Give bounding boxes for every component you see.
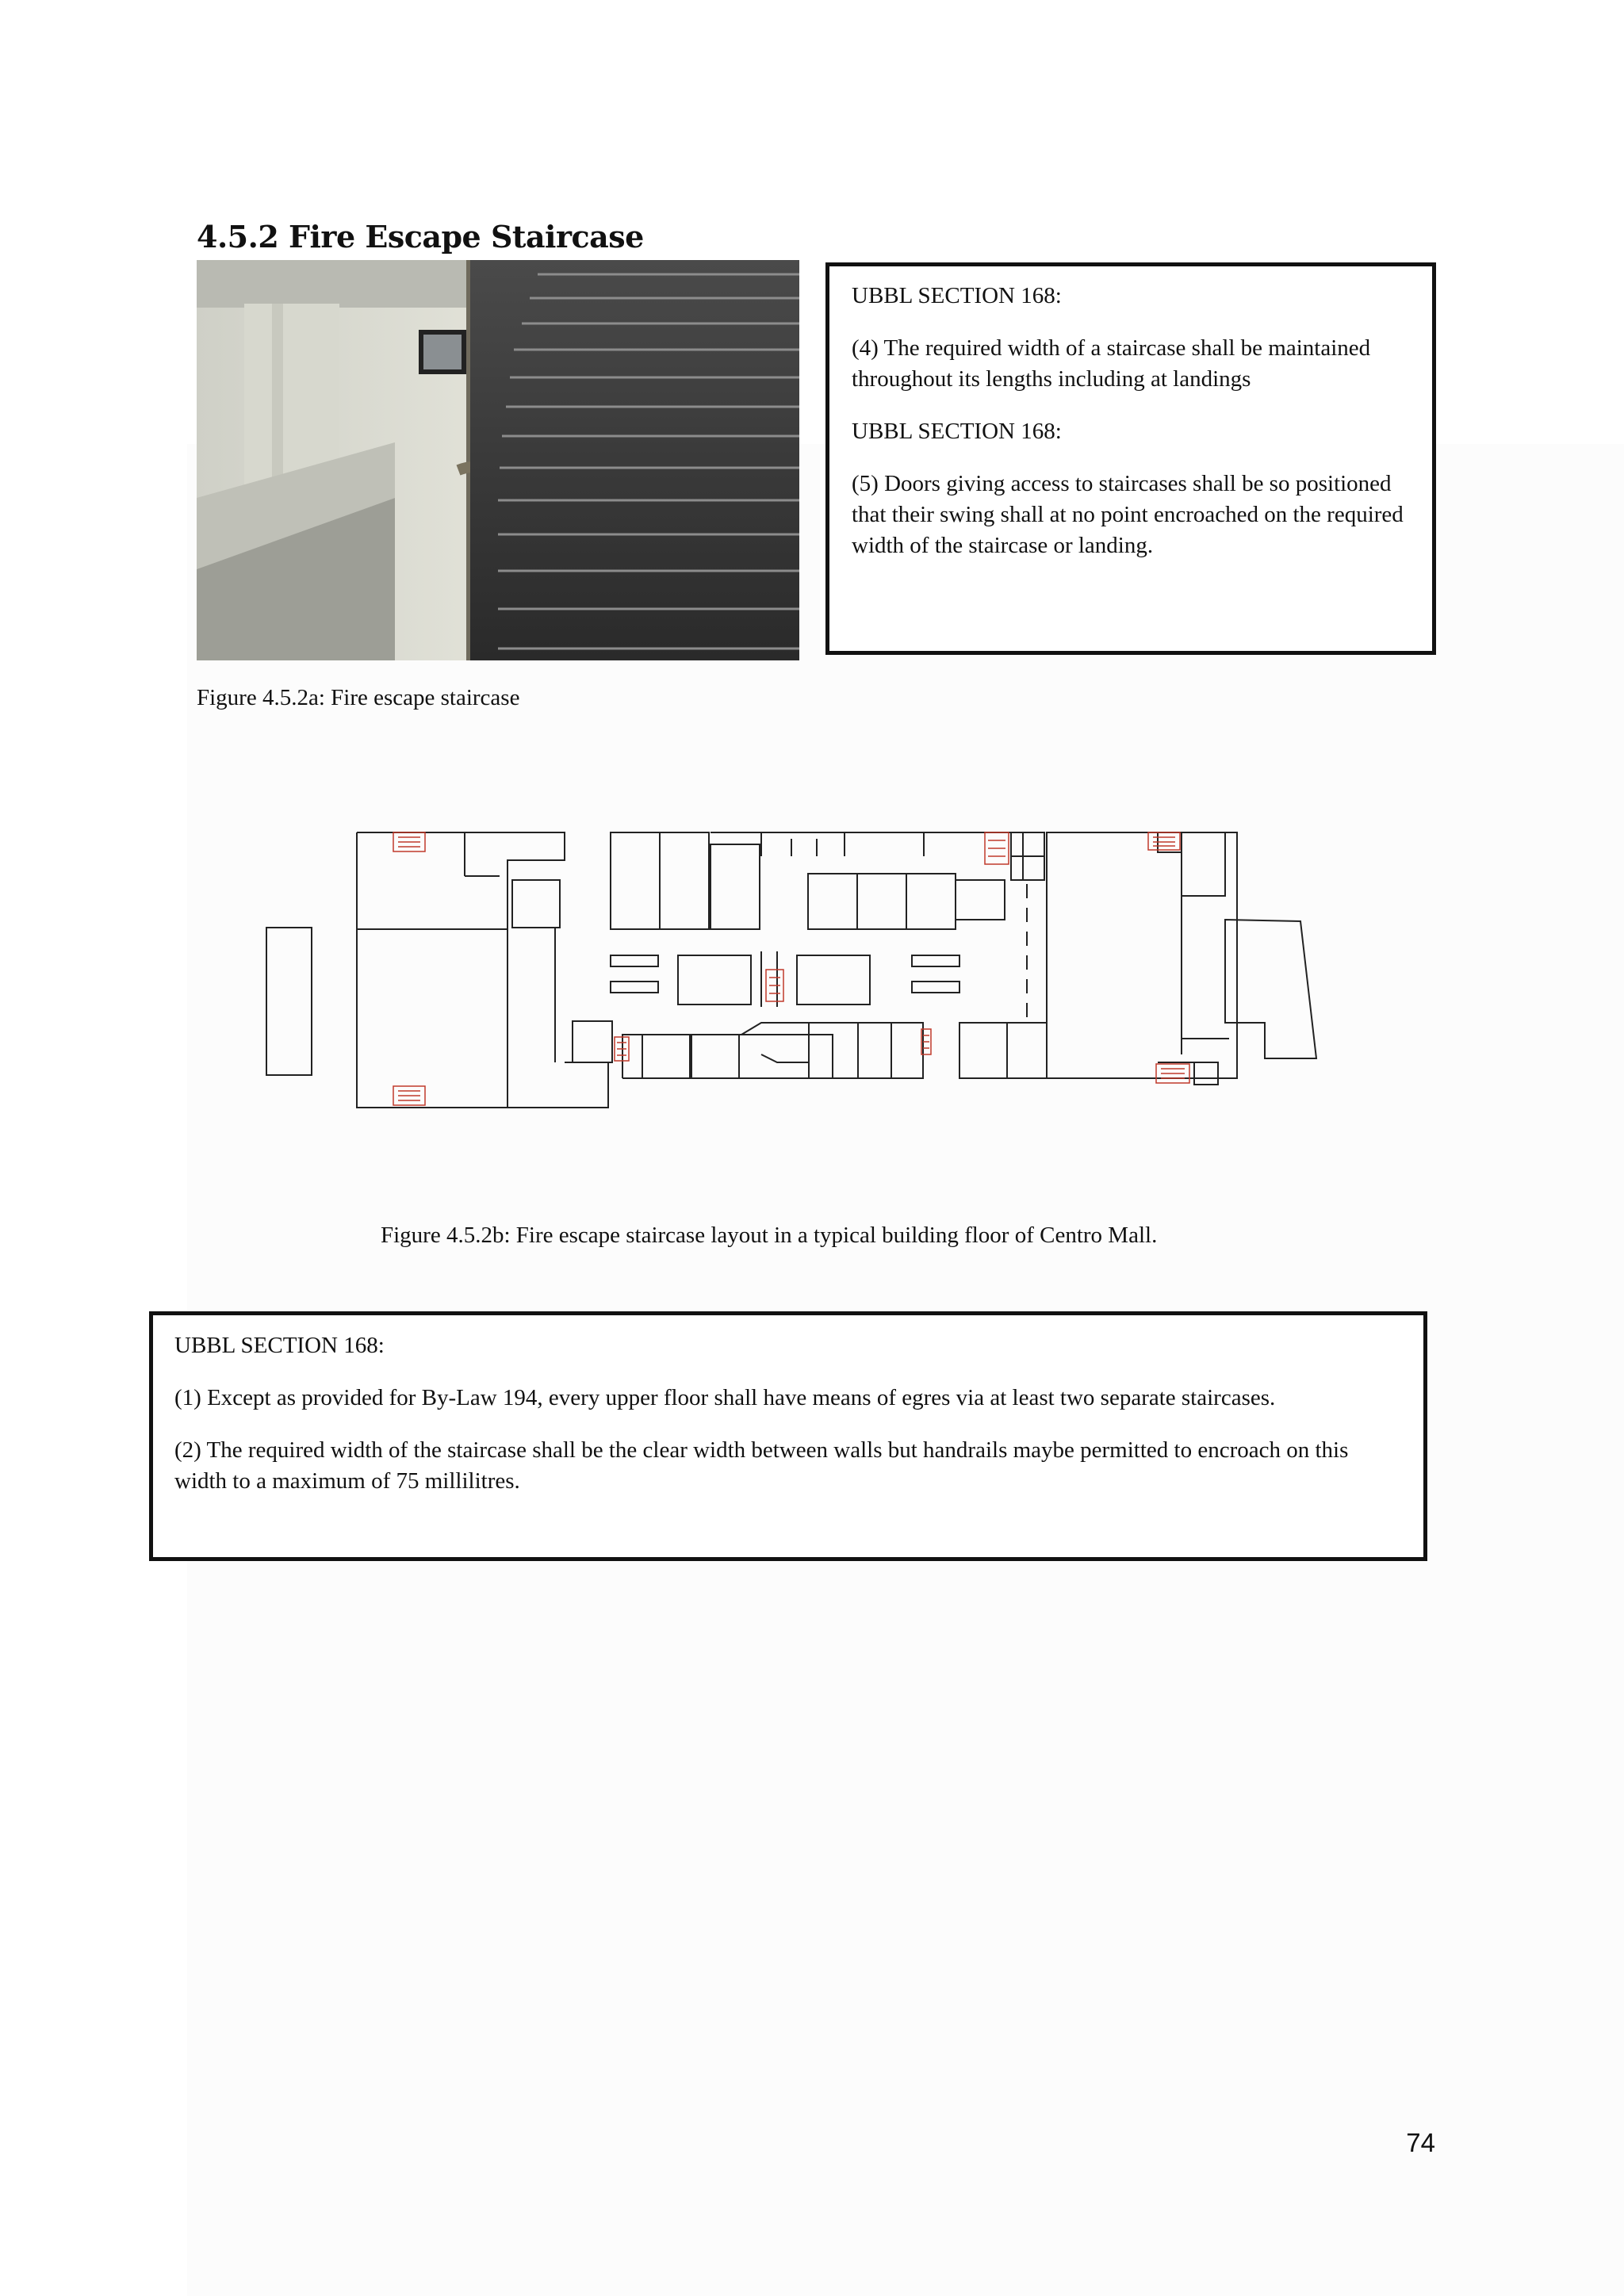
box-top-title-1: UBBL SECTION 168: [852,283,1062,308]
box-bottom-item-2: (2) The required width of the staircase shall be the clear width between walls but handrails maybe permitted to encroach on this width to a maximum of 75 millilitres. [174,1437,1349,1494]
floor-plan [262,825,1364,1126]
box-top-item-5: (5) Doors giving access to staircases shall be so positioned that their swing shall at no point encroached on the required width of the staircase or landing. [852,471,1404,558]
figure-b-caption: Figure 4.5.2b: Fire escape staircase layout in a typical building floor of Centro Mall. [381,1223,1158,1248]
section-heading: 4.5.2 Fire Escape Staircase [197,218,644,254]
box-bottom-title: UBBL SECTION 168: [174,1333,385,1358]
page-number: 74 [1406,2128,1435,2157]
box-top-item-4: (4) The required width of a staircase shall be maintained throughout its lengths including at landings [852,335,1371,392]
staircase-photo [197,260,799,660]
ubbl-box-top [825,262,1436,655]
ubbl-box-bottom [149,1311,1427,1561]
figure-a-caption: Figure 4.5.2a: Fire escape staircase [197,685,520,710]
box-bottom-item-1: (1) Except as provided for By-Law 194, every upper floor shall have means of egres via at least two separate staircases. [174,1385,1276,1410]
box-top-title-2: UBBL SECTION 168: [852,419,1062,444]
